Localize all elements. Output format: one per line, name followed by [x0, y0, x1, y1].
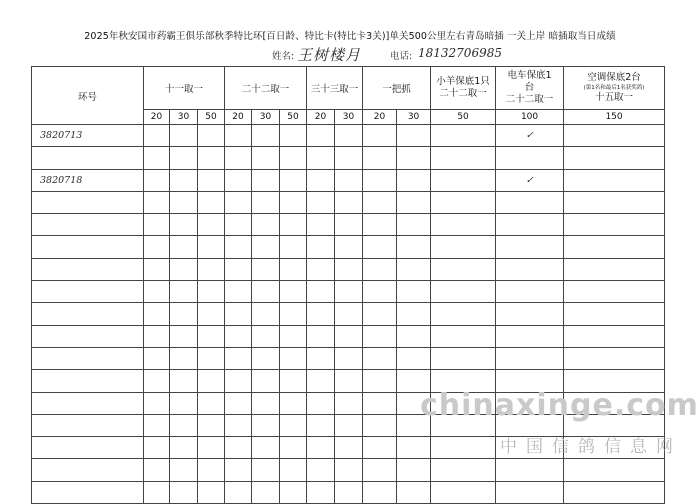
table-cell: [307, 347, 335, 369]
form-title: 2025年秋安国市药霸王俱乐部秋季特比环[百日龄、特比卡(特比卡3关)]单关500公里左右青岛暗插 一关上岸 暗插取当日成绩: [84, 31, 616, 42]
table-cell: [307, 414, 335, 436]
table-cell: [397, 214, 431, 236]
table-cell: [198, 191, 225, 213]
table-cell: [363, 481, 397, 503]
ring-number-cell: [32, 370, 144, 392]
ring-number-cell: [32, 437, 144, 459]
table-cell: [144, 258, 170, 280]
table-cell: [198, 169, 225, 191]
table-cell: [280, 347, 307, 369]
table-cell: [307, 258, 335, 280]
table-cell: [431, 214, 496, 236]
table-cell: [397, 347, 431, 369]
table-cell: [198, 258, 225, 280]
amount-cell: 20: [363, 110, 397, 125]
table-cell: [170, 169, 198, 191]
table-cell: [307, 392, 335, 414]
table-cell: [335, 147, 363, 169]
amount-cell: 30: [170, 110, 198, 125]
table-cell: [307, 459, 335, 481]
aircon-line1: 空调保底2台: [587, 72, 641, 83]
table-cell: [431, 325, 496, 347]
table-cell: [144, 214, 170, 236]
table-cell: [280, 414, 307, 436]
table-cell: [252, 459, 280, 481]
table-cell: [307, 147, 335, 169]
table-cell: [170, 147, 198, 169]
aircon-line3: 十五取一: [595, 92, 634, 103]
sheep-line2: 二十二取一: [439, 88, 487, 99]
table-cell: [307, 481, 335, 503]
table-cell: [170, 236, 198, 258]
table-cell: [431, 281, 496, 303]
table-cell: [307, 214, 335, 236]
ring-number-cell: [32, 459, 144, 481]
ring-number-cell: [32, 481, 144, 503]
table-cell: [335, 392, 363, 414]
table-cell: [564, 236, 665, 258]
table-cell: [144, 370, 170, 392]
group-header-22-1: 二十二取一: [225, 67, 307, 110]
table-cell: [280, 214, 307, 236]
table-cell: [431, 481, 496, 503]
table-cell: [431, 437, 496, 459]
table-cell: [397, 191, 431, 213]
table-cell: [170, 459, 198, 481]
table-cell: [397, 125, 431, 147]
table-cell: [198, 437, 225, 459]
table-cell: [144, 392, 170, 414]
amount-cell: 20: [144, 110, 170, 125]
table-cell: [170, 303, 198, 325]
table-cell: [397, 281, 431, 303]
group-header-aircon: [564, 67, 665, 110]
group-header-all: 一把抓: [363, 67, 431, 110]
name-label: 姓名:: [272, 51, 295, 62]
ebike-mark-cell: ✓: [496, 169, 564, 191]
table-cell: [170, 392, 198, 414]
table-cell: [280, 147, 307, 169]
table-row: [32, 147, 665, 169]
table-cell: [280, 258, 307, 280]
table-row: [32, 125, 665, 147]
amount-cell: 20: [225, 110, 252, 125]
table-cell: [564, 281, 665, 303]
ring-number-cell: 3820713: [32, 125, 144, 147]
table-cell: [280, 459, 307, 481]
table-cell: [335, 303, 363, 325]
table-cell: [252, 414, 280, 436]
table-cell: [363, 147, 397, 169]
table-row: [32, 325, 665, 347]
ebike-mark-cell: [496, 481, 564, 503]
table-cell: [431, 459, 496, 481]
table-cell: [198, 325, 225, 347]
table-cell: [363, 125, 397, 147]
table-cell: [170, 191, 198, 213]
table-cell: [144, 347, 170, 369]
ebike-mark-cell: [496, 281, 564, 303]
ebike-line2: 台: [524, 82, 535, 93]
table-cell: [280, 325, 307, 347]
table-cell: [252, 236, 280, 258]
table-cell: [564, 258, 665, 280]
table-cell: [431, 236, 496, 258]
table-cell: [564, 125, 665, 147]
table-cell: [198, 459, 225, 481]
table-row: [32, 169, 665, 191]
table-cell: [363, 303, 397, 325]
table-cell: [431, 125, 496, 147]
group-header-33-1: 三十三取一: [307, 67, 363, 110]
amount-cell: 150: [564, 110, 665, 125]
table-cell: [335, 258, 363, 280]
table-cell: [280, 125, 307, 147]
table-cell: [307, 370, 335, 392]
ring-number-cell: [32, 281, 144, 303]
table-cell: [335, 281, 363, 303]
table-cell: [397, 325, 431, 347]
table-cell: [564, 459, 665, 481]
amount-cell: 30: [397, 110, 431, 125]
ebike-mark-cell: [496, 214, 564, 236]
contact-line: [272, 46, 502, 64]
table-cell: [397, 459, 431, 481]
table-cell: [198, 392, 225, 414]
table-cell: [252, 481, 280, 503]
table-cell: [564, 169, 665, 191]
table-cell: [307, 325, 335, 347]
amount-cell: 20: [307, 110, 335, 125]
table-cell: [170, 258, 198, 280]
table-cell: [363, 169, 397, 191]
table-cell: [144, 281, 170, 303]
table-cell: [397, 258, 431, 280]
table-cell: [564, 303, 665, 325]
ebike-mark-cell: [496, 236, 564, 258]
table-row: [32, 258, 665, 280]
table-cell: [252, 437, 280, 459]
table-cell: [198, 303, 225, 325]
table-cell: [252, 125, 280, 147]
table-cell: [225, 125, 252, 147]
table-cell: [252, 370, 280, 392]
table-cell: [280, 281, 307, 303]
table-cell: [335, 191, 363, 213]
table-cell: [335, 236, 363, 258]
group-header-ebike: [496, 67, 564, 110]
ebike-mark-cell: [496, 459, 564, 481]
table-cell: [225, 392, 252, 414]
table-cell: [335, 347, 363, 369]
table-cell: [198, 147, 225, 169]
ring-number-cell: [32, 191, 144, 213]
table-cell: [225, 303, 252, 325]
table-cell: [280, 236, 307, 258]
table-cell: [198, 214, 225, 236]
table-cell: [431, 347, 496, 369]
table-cell: [170, 125, 198, 147]
table-cell: [335, 125, 363, 147]
amount-cell: 30: [252, 110, 280, 125]
table-cell: [225, 325, 252, 347]
table-cell: [225, 459, 252, 481]
table-row: [32, 236, 665, 258]
table-cell: [225, 236, 252, 258]
table-cell: [363, 459, 397, 481]
ring-number-cell: [32, 147, 144, 169]
ring-number-cell: [32, 214, 144, 236]
table-cell: [397, 437, 431, 459]
table-cell: [363, 191, 397, 213]
ring-number-cell: 3820718: [32, 169, 144, 191]
ring-number-cell: [32, 347, 144, 369]
table-cell: [363, 347, 397, 369]
table-cell: [363, 414, 397, 436]
table-row: [32, 481, 665, 503]
table-cell: [564, 481, 665, 503]
table-cell: [225, 281, 252, 303]
table-cell: [225, 214, 252, 236]
table-cell: [252, 303, 280, 325]
table-cell: [307, 169, 335, 191]
table-cell: [170, 481, 198, 503]
ring-number-cell: [32, 414, 144, 436]
watermark-text: chinaxinge.com: [420, 388, 699, 423]
table-cell: [225, 347, 252, 369]
table-cell: [363, 236, 397, 258]
ebike-line1: 电车保底1: [507, 70, 552, 81]
table-cell: [225, 191, 252, 213]
sheep-line1: 小羊保底1只: [436, 76, 490, 87]
table-cell: [170, 370, 198, 392]
ebike-mark-cell: ✓: [496, 125, 564, 147]
table-cell: [170, 281, 198, 303]
table-cell: [335, 414, 363, 436]
table-cell: [397, 236, 431, 258]
table-cell: [144, 414, 170, 436]
table-row: [32, 303, 665, 325]
table-cell: [252, 392, 280, 414]
table-cell: [431, 169, 496, 191]
amount-cell: 30: [335, 110, 363, 125]
table-cell: [198, 125, 225, 147]
name-value: 王树楼月: [297, 46, 362, 64]
table-cell: [144, 325, 170, 347]
ebike-mark-cell: [496, 258, 564, 280]
table-row: [32, 214, 665, 236]
table-cell: [397, 147, 431, 169]
table-cell: [225, 147, 252, 169]
ring-number-cell: [32, 236, 144, 258]
watermark-cn: 中国信鸽信息网: [500, 437, 682, 457]
table-cell: [564, 347, 665, 369]
phone-label: 电话:: [390, 51, 413, 62]
group-header-11-1: 十一取一: [144, 67, 225, 110]
table-cell: [144, 125, 170, 147]
table-cell: [363, 437, 397, 459]
table-cell: [252, 325, 280, 347]
table-cell: [144, 437, 170, 459]
table-cell: [564, 147, 665, 169]
table-cell: [363, 392, 397, 414]
ring-number-cell: [32, 303, 144, 325]
table-cell: [363, 325, 397, 347]
ebike-mark-cell: [496, 303, 564, 325]
table-cell: [564, 214, 665, 236]
table-cell: [252, 258, 280, 280]
table-cell: [144, 481, 170, 503]
ring-header: 环号: [32, 67, 144, 125]
table-cell: [170, 347, 198, 369]
table-row: [32, 347, 665, 369]
table-cell: [307, 437, 335, 459]
aircon-note: (第1名和最后1名获奖鸽): [583, 85, 645, 91]
table-cell: [307, 125, 335, 147]
phone-value: 18132706985: [418, 46, 502, 60]
table-cell: [335, 459, 363, 481]
table-cell: [280, 191, 307, 213]
table-cell: [431, 303, 496, 325]
table-cell: [280, 303, 307, 325]
table-cell: [280, 392, 307, 414]
table-cell: [564, 191, 665, 213]
table-cell: [225, 370, 252, 392]
table-cell: [198, 281, 225, 303]
amount-cell: 100: [496, 110, 564, 125]
table-cell: [307, 303, 335, 325]
table-cell: [397, 481, 431, 503]
table-cell: [335, 214, 363, 236]
table-cell: [144, 459, 170, 481]
amount-cell: 50: [280, 110, 307, 125]
ebike-mark-cell: [496, 147, 564, 169]
table-row: [32, 459, 665, 481]
table-cell: [225, 414, 252, 436]
table-cell: [225, 258, 252, 280]
table-cell: [307, 191, 335, 213]
table-cell: [564, 325, 665, 347]
table-cell: [280, 437, 307, 459]
table-cell: [252, 281, 280, 303]
table-cell: [252, 169, 280, 191]
table-cell: [252, 191, 280, 213]
table-cell: [397, 303, 431, 325]
table-cell: [198, 481, 225, 503]
table-cell: [144, 303, 170, 325]
amount-cell: 50: [198, 110, 225, 125]
table-cell: [363, 214, 397, 236]
table-cell: [280, 169, 307, 191]
table-cell: [335, 370, 363, 392]
table-cell: [363, 281, 397, 303]
table-cell: [170, 214, 198, 236]
table-cell: [198, 414, 225, 436]
ring-number-cell: [32, 258, 144, 280]
ebike-line3: 二十二取一: [505, 94, 554, 105]
table-cell: [252, 214, 280, 236]
table-cell: [252, 347, 280, 369]
ebike-mark-cell: [496, 191, 564, 213]
table-cell: [280, 481, 307, 503]
table-cell: [335, 169, 363, 191]
table-cell: [431, 147, 496, 169]
ring-number-cell: [32, 392, 144, 414]
table-cell: [307, 236, 335, 258]
table-cell: [144, 147, 170, 169]
table-cell: [225, 481, 252, 503]
table-cell: [307, 281, 335, 303]
table-cell: [198, 236, 225, 258]
table-cell: [335, 481, 363, 503]
table-cell: [335, 437, 363, 459]
table-cell: [363, 370, 397, 392]
table-cell: [144, 169, 170, 191]
ring-number-cell: [32, 325, 144, 347]
table-cell: [170, 325, 198, 347]
table-cell: [144, 191, 170, 213]
ebike-mark-cell: [496, 347, 564, 369]
table-row: [32, 281, 665, 303]
table-cell: [198, 347, 225, 369]
table-cell: [225, 437, 252, 459]
table-cell: [225, 169, 252, 191]
ebike-mark-cell: [496, 325, 564, 347]
table-cell: [280, 370, 307, 392]
table-cell: [252, 147, 280, 169]
table-cell: [431, 191, 496, 213]
table-cell: [397, 169, 431, 191]
table-cell: [363, 258, 397, 280]
table-cell: [170, 414, 198, 436]
amount-cell: 50: [431, 110, 496, 125]
group-header-sheep: [431, 67, 496, 110]
table-cell: [198, 370, 225, 392]
table-cell: [335, 325, 363, 347]
table-row: [32, 191, 665, 213]
table-cell: [431, 258, 496, 280]
table-cell: [144, 236, 170, 258]
table-cell: [170, 437, 198, 459]
